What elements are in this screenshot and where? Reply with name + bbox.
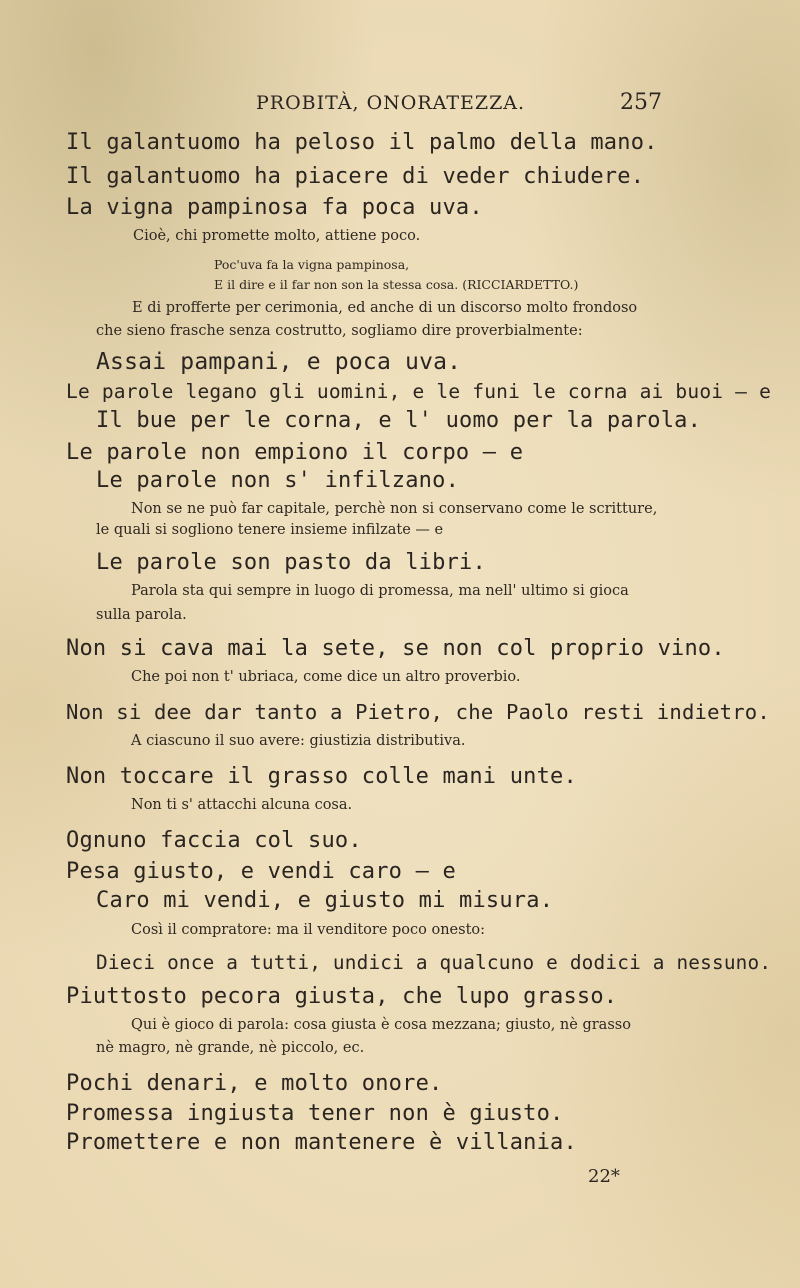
proverb-line: Le parole non empiono il corpo — e <box>66 440 524 465</box>
proverb-line: Il galantuomo ha piacere di veder chiudere. <box>66 164 645 189</box>
commentary-line: Che poi non t' ubriaca, come dice un altro proverbio. <box>131 669 521 685</box>
commentary-line: sulla parola. <box>96 607 187 623</box>
proverb-line: Promessa ingiusta tener non è giusto. <box>66 1101 564 1126</box>
commentary-line: Parola sta qui sempre in luogo di promessa, ma nell' ultimo si gioca <box>131 583 629 599</box>
commentary-line: E di profferte per cerimonia, ed anche di un discorso molto frondoso <box>132 300 638 316</box>
proverb-line: Non toccare il grasso colle mani unte. <box>66 764 577 789</box>
proverb-line: Le parole non s' infilzano. <box>96 468 460 493</box>
quote-line: E il dire e il far non son la stessa cosa. (RICCIARDETTO.) <box>214 277 579 292</box>
proverb-line: Caro mi vendi, e giusto mi misura. <box>96 888 554 913</box>
proverb-line: Assai pampani, e poca uva. <box>96 349 462 375</box>
proverb-line: Pochi denari, e molto onore. <box>66 1071 443 1096</box>
commentary-line: Non se ne può far capitale, perchè non si conservano come le scritture, <box>131 501 658 517</box>
commentary-line: nè magro, nè grande, nè piccolo, ec. <box>96 1040 365 1056</box>
running-title: PROBITÀ, ONORATEZZA. <box>256 92 526 114</box>
commentary-line: Qui è gioco di parola: cosa giusta è cosa mezzana; giusto, nè grasso <box>131 1017 631 1033</box>
proverb-line: Piuttosto pecora giusta, che lupo grasso. <box>66 984 618 1009</box>
proverb-line: Ognuno faccia col suo. <box>66 828 362 853</box>
proverb-line: Dieci once a tutti, undici a qualcuno e dodici a nessuno. <box>96 951 772 974</box>
proverb-line: Non si cava mai la sete, se non col proprio vino. <box>66 636 725 661</box>
proverb-line: Le parole son pasto da libri. <box>96 550 486 575</box>
signature-mark: 22* <box>588 1166 620 1187</box>
commentary-line: A ciascuno il suo avere: giustizia distributiva. <box>131 733 466 749</box>
commentary-line: Cioè, chi promette molto, attiene poco. <box>133 228 421 244</box>
commentary-line: che sieno frasche senza costrutto, sogliamo dire proverbialmente: <box>96 323 583 339</box>
proverb-line: Il galantuomo ha peloso il palmo della mano. <box>66 130 658 155</box>
proverb-line: Non si dee dar tanto a Pietro, che Paolo resti indietro. <box>66 700 770 724</box>
page-number: 257 <box>620 90 662 115</box>
proverb-line: Pesa giusto, e vendi caro — e <box>66 859 456 884</box>
quote-line: Poc'uva fa la vigna pampinosa, <box>214 257 410 272</box>
proverb-line: Promettere e non mantenere è villania. <box>66 1130 577 1155</box>
commentary-line: le quali si sogliono tenere insieme infilzate — e <box>96 522 444 538</box>
proverb-line: Il bue per le corna, e l' uomo per la parola. <box>96 408 702 433</box>
commentary-line: Non ti s' attacchi alcuna cosa. <box>131 797 353 813</box>
proverb-line: Le parole legano gli uomini, e le funi le corna ai buoi — e <box>66 380 772 403</box>
proverb-line: La vigna pampinosa fa poca uva. <box>66 195 483 220</box>
commentary-line: Così il compratore: ma il venditore poco onesto: <box>131 922 486 938</box>
